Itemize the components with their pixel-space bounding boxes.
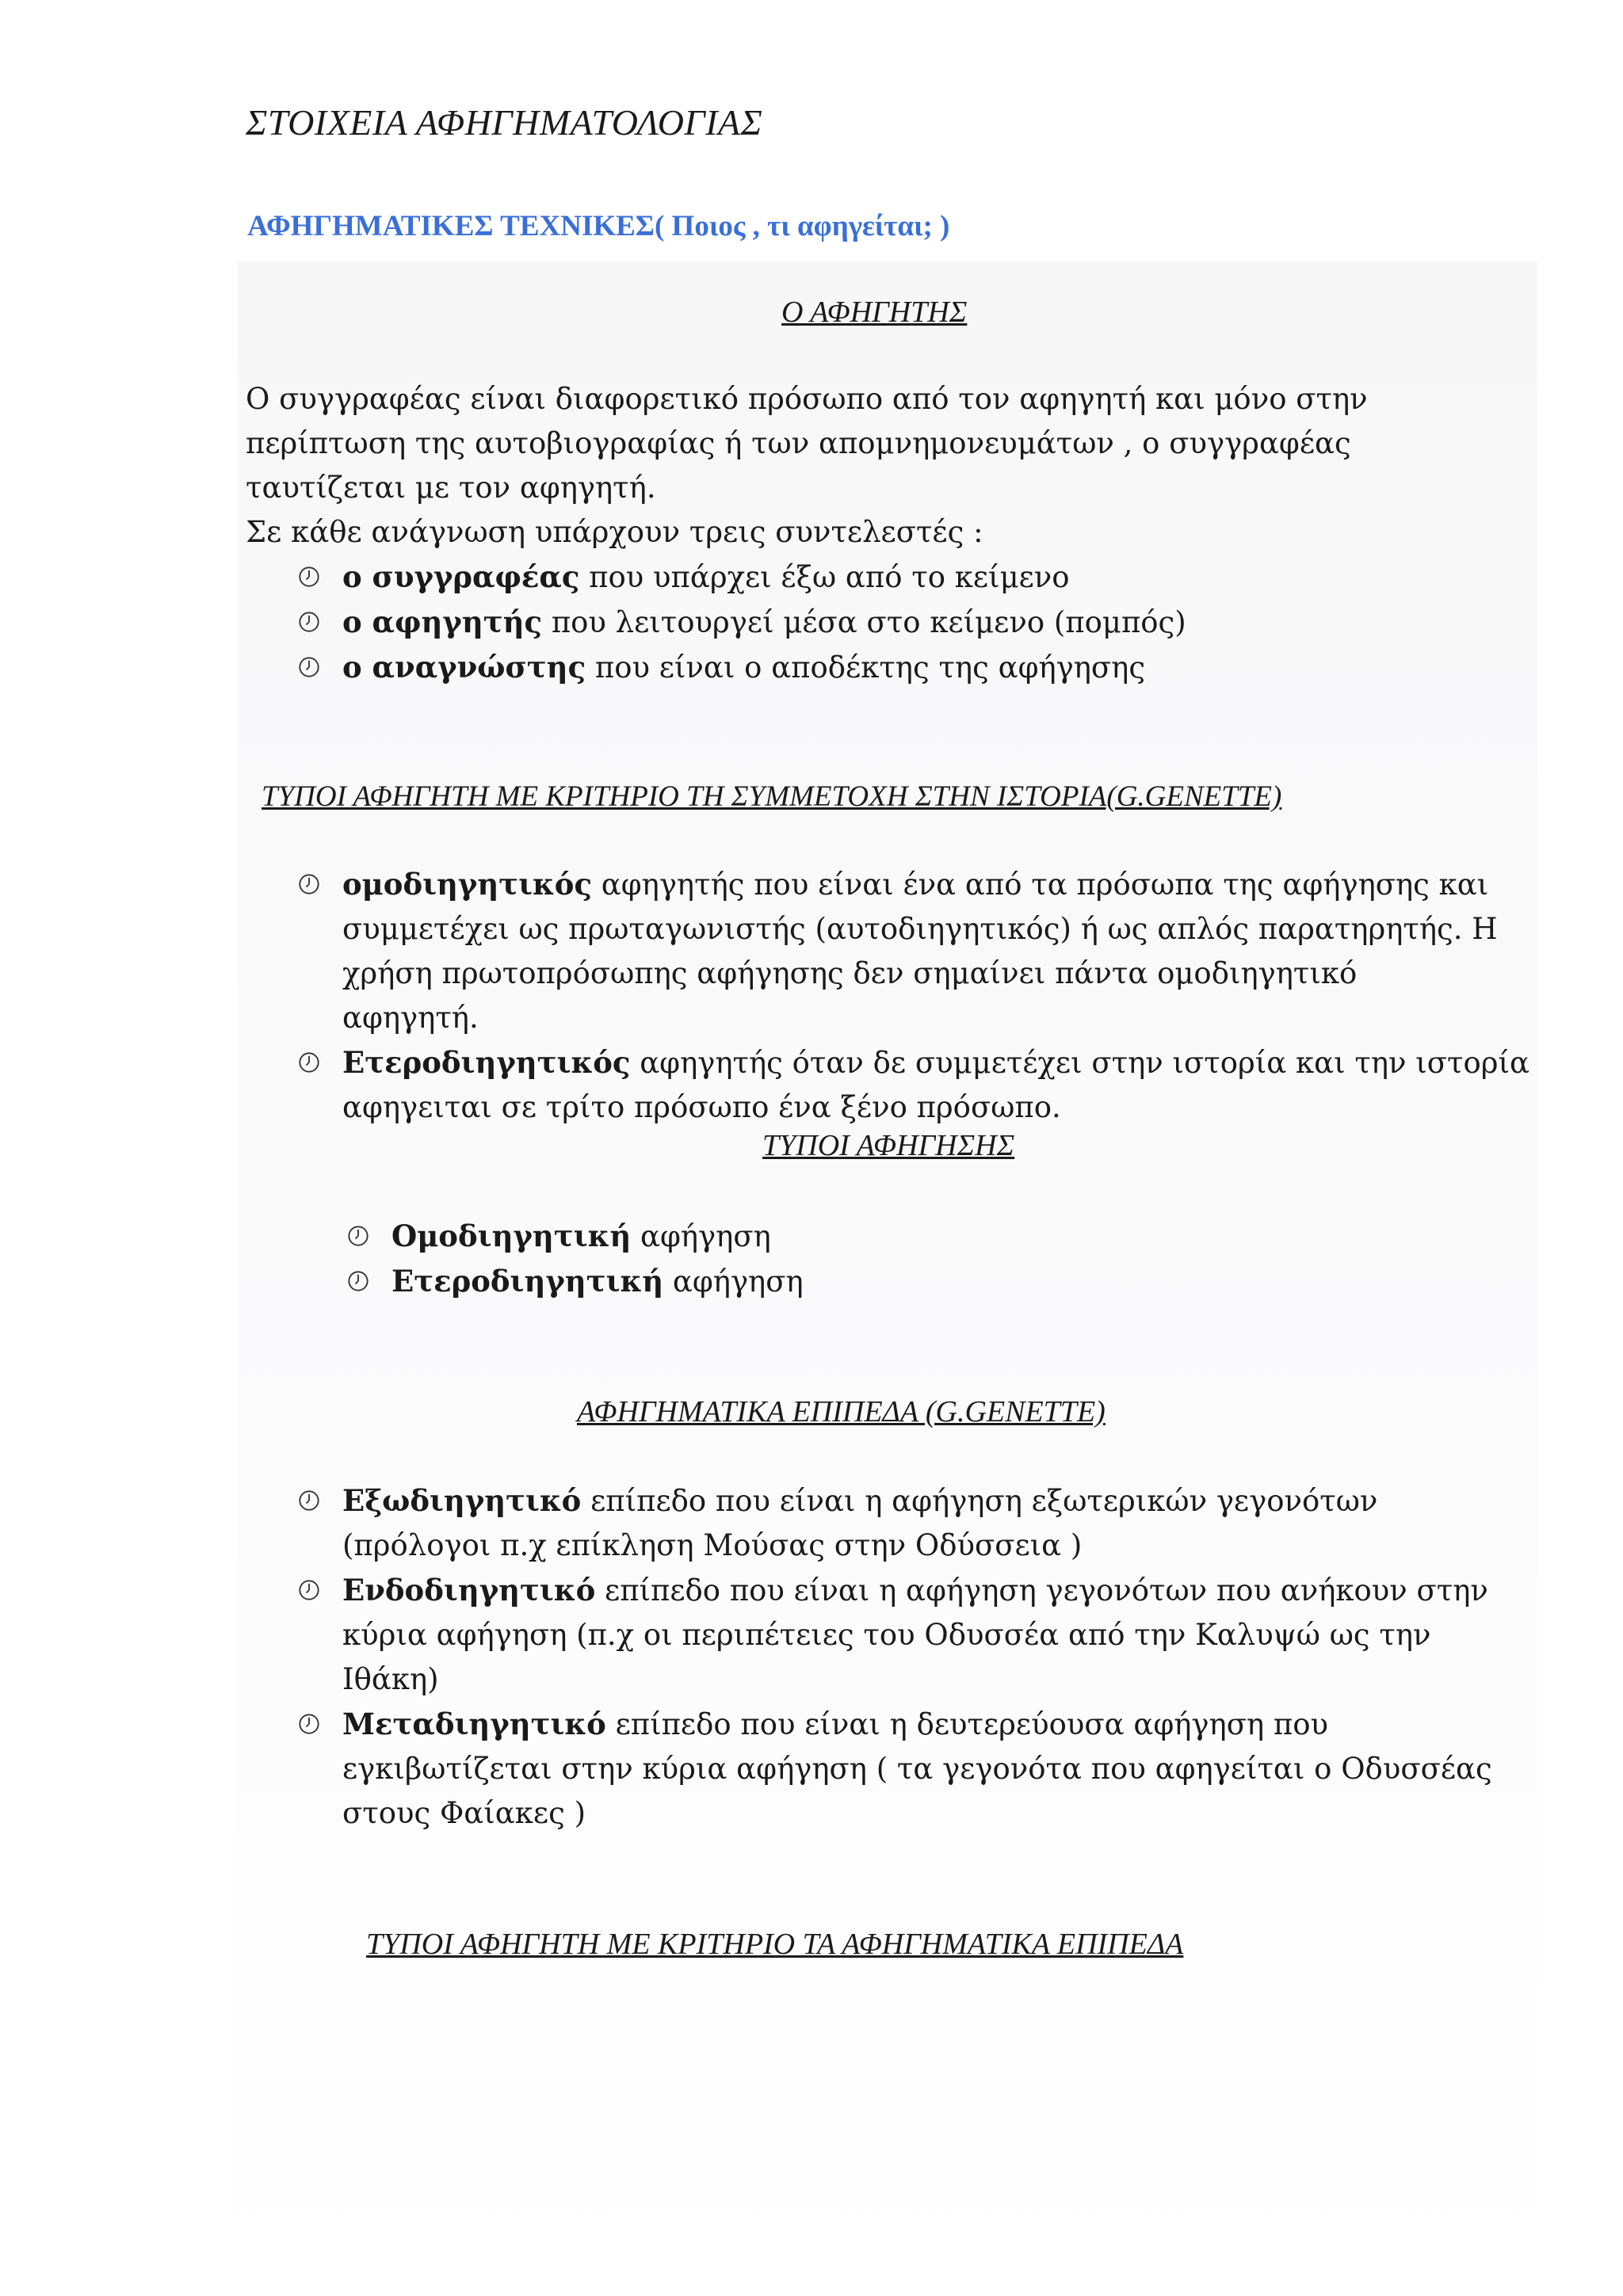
- narrator-heading: Ο ΑΦΗΓΗΤΗΣ: [781, 296, 968, 329]
- clock-icon: [298, 1579, 320, 1601]
- clock-icon: [347, 1225, 369, 1247]
- intro-line: Σε κάθε ανάγνωση υπάρχουν τρεις συντελεστές :: [246, 515, 983, 549]
- narration-types-list: [347, 1214, 804, 1304]
- list-text: συμμετέχει ως πρωταγωνιστής (αυτοδιηγητικός) ή ως απλός παρατηρητής. Η: [342, 912, 1498, 946]
- list-term: ο αφηγητής: [342, 605, 543, 639]
- level-narrator-heading: ΤΥΠΟΙ ΑΦΗΓΗΤΗ ΜΕ ΚΡΙΤΗΡΙΟ ΤΑ ΑΦΗΓΗΜΑΤΙΚΑ ΕΠΙΠΕΔΑ: [366, 1928, 1184, 1961]
- list-term: Ομοδιηγητική: [391, 1219, 632, 1253]
- participation-heading: ΤΥΠΟΙ ΑΦΗΓΗΤΗ ΜΕ ΚΡΙΤΗΡΙΟ ΤΗ ΣΥΜΜΕΤΟΧΗ ΣΤΗΝ ΙΣΤΟΡΙΑ(G.GENETTE): [262, 780, 1282, 813]
- list-text: που είναι ο αποδέκτης της αφήγησης: [586, 650, 1146, 685]
- intro-line: ταυτίζεται με τον αφηγητή.: [246, 471, 656, 505]
- document-title: ΣΤΟΙΧΕΙΑ ΑΦΗΓΗΜΑΤΟΛΟΓΙΑΣ: [246, 102, 763, 143]
- narration-types-heading: ΤΥΠΟΙ ΑΦΗΓΗΣΗΣ: [762, 1129, 1015, 1162]
- list-text: αφηγητή.: [342, 1001, 479, 1035]
- clock-icon: [298, 1713, 320, 1735]
- list-text: χρήση πρωτοπρόσωπης αφήγησης δεν σημαίνει πάντα ομοδιηγητικό: [342, 956, 1358, 990]
- list-text: αφήγηση: [663, 1264, 804, 1299]
- list-term: Μεταδιηγητικό: [342, 1707, 606, 1741]
- list-term: ο συγγραφέας: [342, 559, 580, 594]
- levels-heading: ΑΦΗΓΗΜΑΤΙΚΑ ΕΠΙΠΕΔΑ (G.GENETTE): [577, 1395, 1106, 1428]
- list-item: [298, 1040, 1550, 1130]
- list-item: [298, 1702, 1550, 1836]
- list-item: [298, 862, 1550, 1040]
- list-text: κύρια αφήγηση (π.χ οι περιπέτειες του Οδυσσέα από την Καλυψώ ως την: [342, 1618, 1431, 1652]
- list-text: (πρόλογοι π.χ επίκληση Μούσας στην Οδύσσεια ): [342, 1528, 1083, 1562]
- list-text: που λειτουργεί μέσα στο κείμενο (πομπός): [542, 605, 1186, 639]
- list-text: αφήγηση: [631, 1219, 771, 1253]
- list-text: αφηγητής όταν δε συμμετέχει στην ιστορία και την ιστορία: [630, 1046, 1530, 1080]
- clock-icon: [298, 566, 320, 588]
- clock-icon: [298, 873, 320, 895]
- list-text: στους Φαίακες ): [342, 1796, 586, 1830]
- list-text: Ιθάκη): [342, 1662, 439, 1696]
- list-item: [298, 555, 1186, 600]
- list-item: [298, 1568, 1550, 1702]
- list-text: επίπεδο που είναι η αφήγηση γεγονότων που ανήκουν στην: [595, 1573, 1488, 1608]
- clock-icon: [347, 1270, 369, 1292]
- list-text: εγκιβωτίζεται στην κύρια αφήγηση ( τα γεγονότα που αφηγείται ο Οδυσσέας: [342, 1752, 1492, 1786]
- list-term: Ενδοδιηγητικό: [342, 1573, 596, 1608]
- intro-line: Ο συγγραφέας είναι διαφορετικό πρόσωπο από τον αφηγητή και μόνο στην: [246, 382, 1368, 416]
- list-text: αφηγειται σε τρίτο πρόσωπο ένα ξένο πρόσωπο.: [342, 1090, 1061, 1124]
- list-term: Εξωδιηγητικό: [342, 1483, 582, 1518]
- list-text: επίπεδο που είναι η δευτερεύουσα αφήγηση που: [605, 1707, 1328, 1741]
- intro-paragraph: [246, 377, 1545, 555]
- section-heading: ΑΦΗΓΗΜΑΤΙΚΕΣ ΤΕΧΝΙΚΕΣ( Ποιος , τι αφηγείται; ): [247, 210, 950, 242]
- levels-list: [298, 1478, 1550, 1836]
- clock-icon: [298, 611, 320, 633]
- list-term: Ετεροδιηγητική: [391, 1264, 664, 1299]
- list-item: [347, 1259, 804, 1304]
- clock-icon: [298, 656, 320, 678]
- list-text: αφηγητής που είναι ένα από τα πρόσωπα της αφήγησης και: [592, 868, 1489, 902]
- list-text: επίπεδο που είναι η αφήγηση εξωτερικών γεγονότων: [581, 1484, 1378, 1518]
- intro-line: περίπτωση της αυτοβιογραφίας ή των απομνημονευμάτων , ο συγγραφέας: [246, 426, 1351, 460]
- narrator-types-list: [298, 862, 1550, 1130]
- list-item: [298, 645, 1186, 690]
- contributors-list: [298, 555, 1186, 690]
- list-term: ομοδιηγητικός: [342, 867, 592, 902]
- list-item: [298, 600, 1186, 645]
- list-item: [298, 1478, 1550, 1568]
- list-term: Ετεροδιηγητικός: [342, 1045, 631, 1080]
- list-term: ο αναγνώστης: [342, 650, 586, 685]
- clock-icon: [298, 1051, 320, 1074]
- list-text: που υπάρχει έξω από το κείμενο: [579, 560, 1070, 594]
- clock-icon: [298, 1489, 320, 1512]
- list-item: [347, 1214, 804, 1259]
